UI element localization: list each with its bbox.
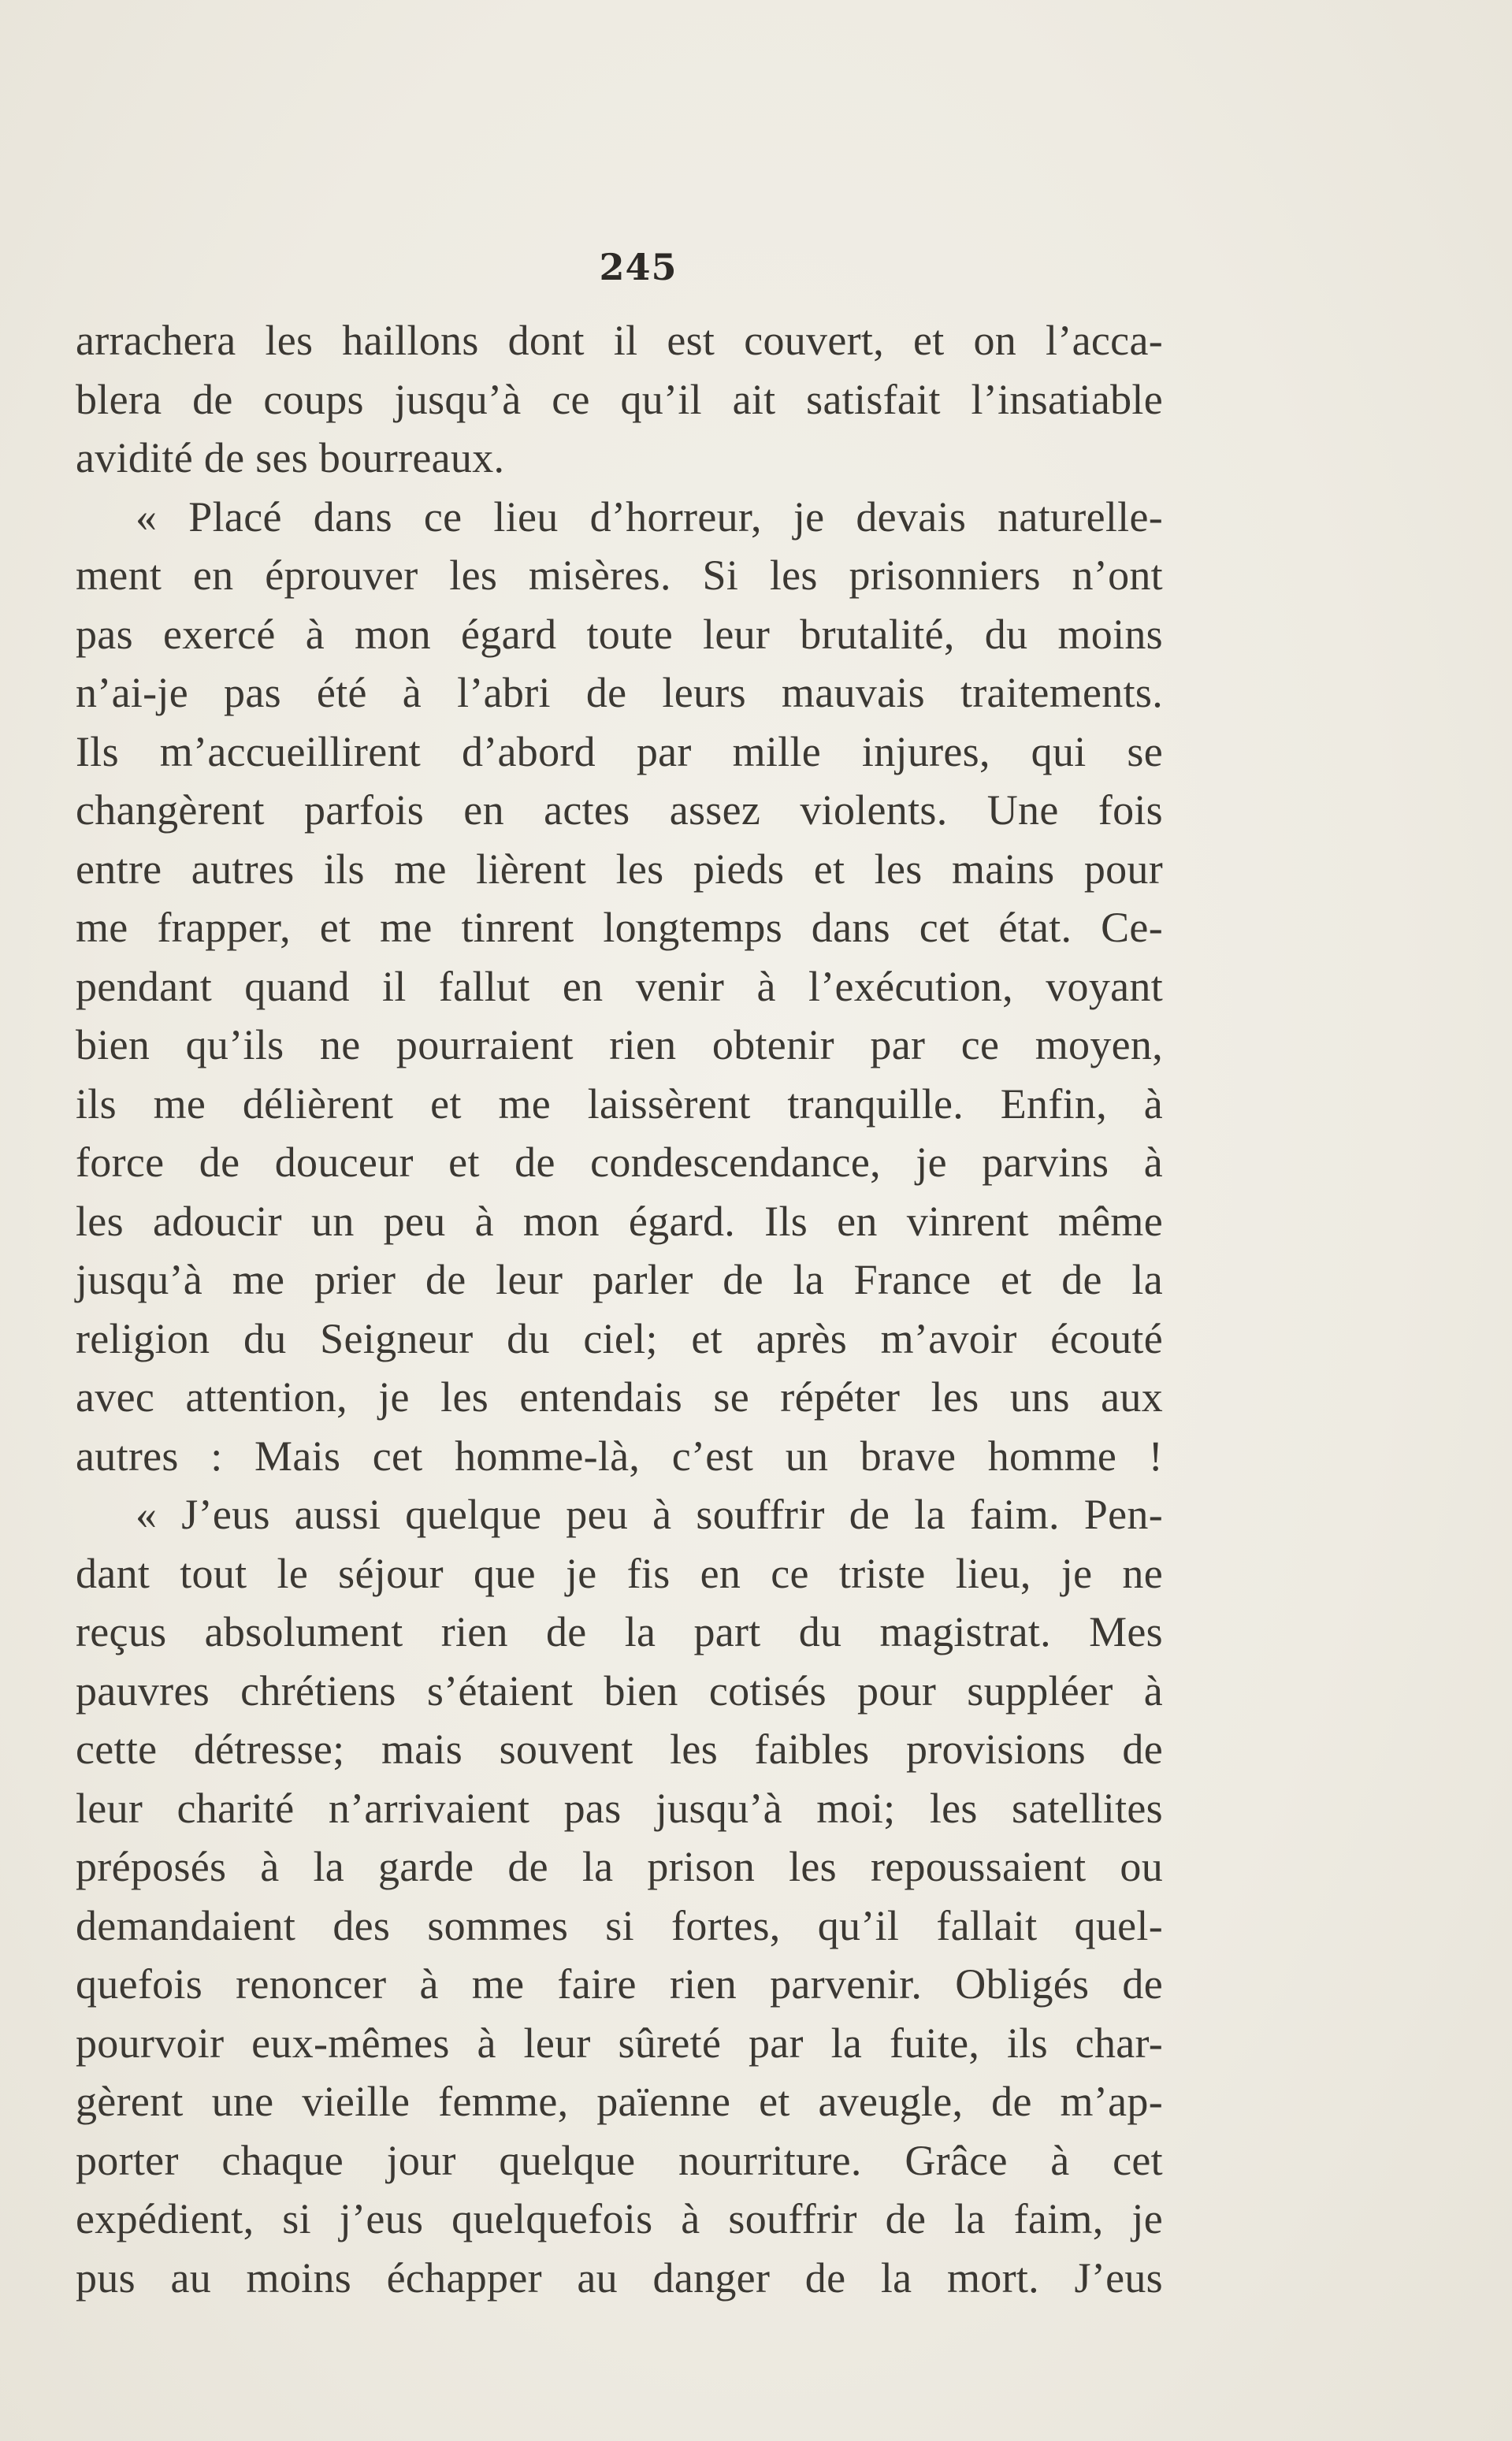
text-line: pourvoir eux-mêmes à leur sûreté par la fuite, ils char- bbox=[76, 2019, 1163, 2067]
text-line: n’ai-je pas été à l’abri de leurs mauvais traitements. bbox=[76, 669, 1163, 716]
text-line: dant tout le séjour que je fis en ce triste lieu, je ne bbox=[76, 1549, 1163, 1597]
text-line: force de douceur et de condescendance, je parvins à bbox=[76, 1139, 1163, 1186]
text-line: ment en éprouver les misères. Si les prisonniers n’ont bbox=[76, 552, 1163, 599]
text-line: arrachera les haillons dont il est couvert, et on l’acca- bbox=[76, 317, 1163, 364]
text-line: Ils m’accueillirent d’abord par mille injures, qui se bbox=[76, 727, 1163, 775]
text-line: pendant quand il fallut en venir à l’exécution, voyant bbox=[76, 962, 1163, 1010]
text-line: expédient, si j’eus quelquefois à souffrir de la faim, je bbox=[76, 2195, 1163, 2242]
text-line: religion du Seigneur du ciel; et après m’avoir écouté bbox=[76, 1314, 1163, 1362]
text-line: bien qu’ils ne pourraient rien obtenir par ce moyen, bbox=[76, 1021, 1163, 1068]
text-line: « Placé dans ce lieu d’horreur, je devais naturelle- bbox=[136, 492, 1163, 541]
text-line: blera de coups jusqu’à ce qu’il ait satisfait l’insatiable bbox=[76, 375, 1163, 423]
text-line: porter chaque jour quelque nourriture. Grâce à cet bbox=[76, 2136, 1163, 2184]
text-line: changèrent parfois en actes assez violents. Une fois bbox=[76, 786, 1163, 834]
text-line: pus au moins échapper au danger de la mort. J’eus bbox=[76, 2253, 1163, 2302]
text-line: les adoucir un peu à mon égard. Ils en vinrent même bbox=[76, 1197, 1163, 1245]
text-line: jusqu’à me prier de leur parler de la France et de la bbox=[76, 1256, 1163, 1303]
body-text bbox=[76, 311, 1163, 2307]
text-line: entre autres ils me lièrent les pieds et les mains pour bbox=[76, 845, 1163, 893]
text-line: avidité de ses bourreaux. bbox=[76, 434, 505, 481]
text-line: pas exercé à mon égard toute leur brutalité, du moins bbox=[76, 610, 1163, 658]
text-line: avec attention, je les entendais se répéter les uns aux bbox=[76, 1373, 1163, 1421]
text-line: cette détresse; mais souvent les faibles provisions de bbox=[76, 1726, 1163, 1773]
text-line: ils me délièrent et me laissèrent tranquille. Enfin, à bbox=[76, 1079, 1163, 1128]
text-line: gèrent une vieille femme, païenne et aveugle, de m’ap- bbox=[76, 2078, 1163, 2125]
text-line: leur charité n’arrivaient pas jusqu’à moi; les satellites bbox=[76, 1784, 1163, 1832]
text-line: autres : Mais cet homme-là, c’est un brave homme ! bbox=[76, 1432, 1163, 1480]
text-line: préposés à la garde de la prison les repoussaient ou bbox=[76, 1843, 1163, 1890]
text-line: quefois renoncer à me faire rien parvenir. Obligés de bbox=[76, 1960, 1163, 2008]
text-line: pauvres chrétiens s’étaient bien cotisés pour suppléer à bbox=[76, 1666, 1163, 1715]
text-line: reçus absolument rien de la part du magistrat. Mes bbox=[76, 1608, 1163, 1655]
page-number: 245 bbox=[599, 246, 678, 288]
text-line: « J’eus aussi quelque peu à souffrir de la faim. Pen- bbox=[136, 1491, 1163, 1538]
text-line: demandaient des sommes si fortes, qu’il fallait quel- bbox=[76, 1901, 1163, 1949]
text-line: me frapper, et me tinrent longtemps dans cet état. Ce- bbox=[76, 904, 1163, 951]
